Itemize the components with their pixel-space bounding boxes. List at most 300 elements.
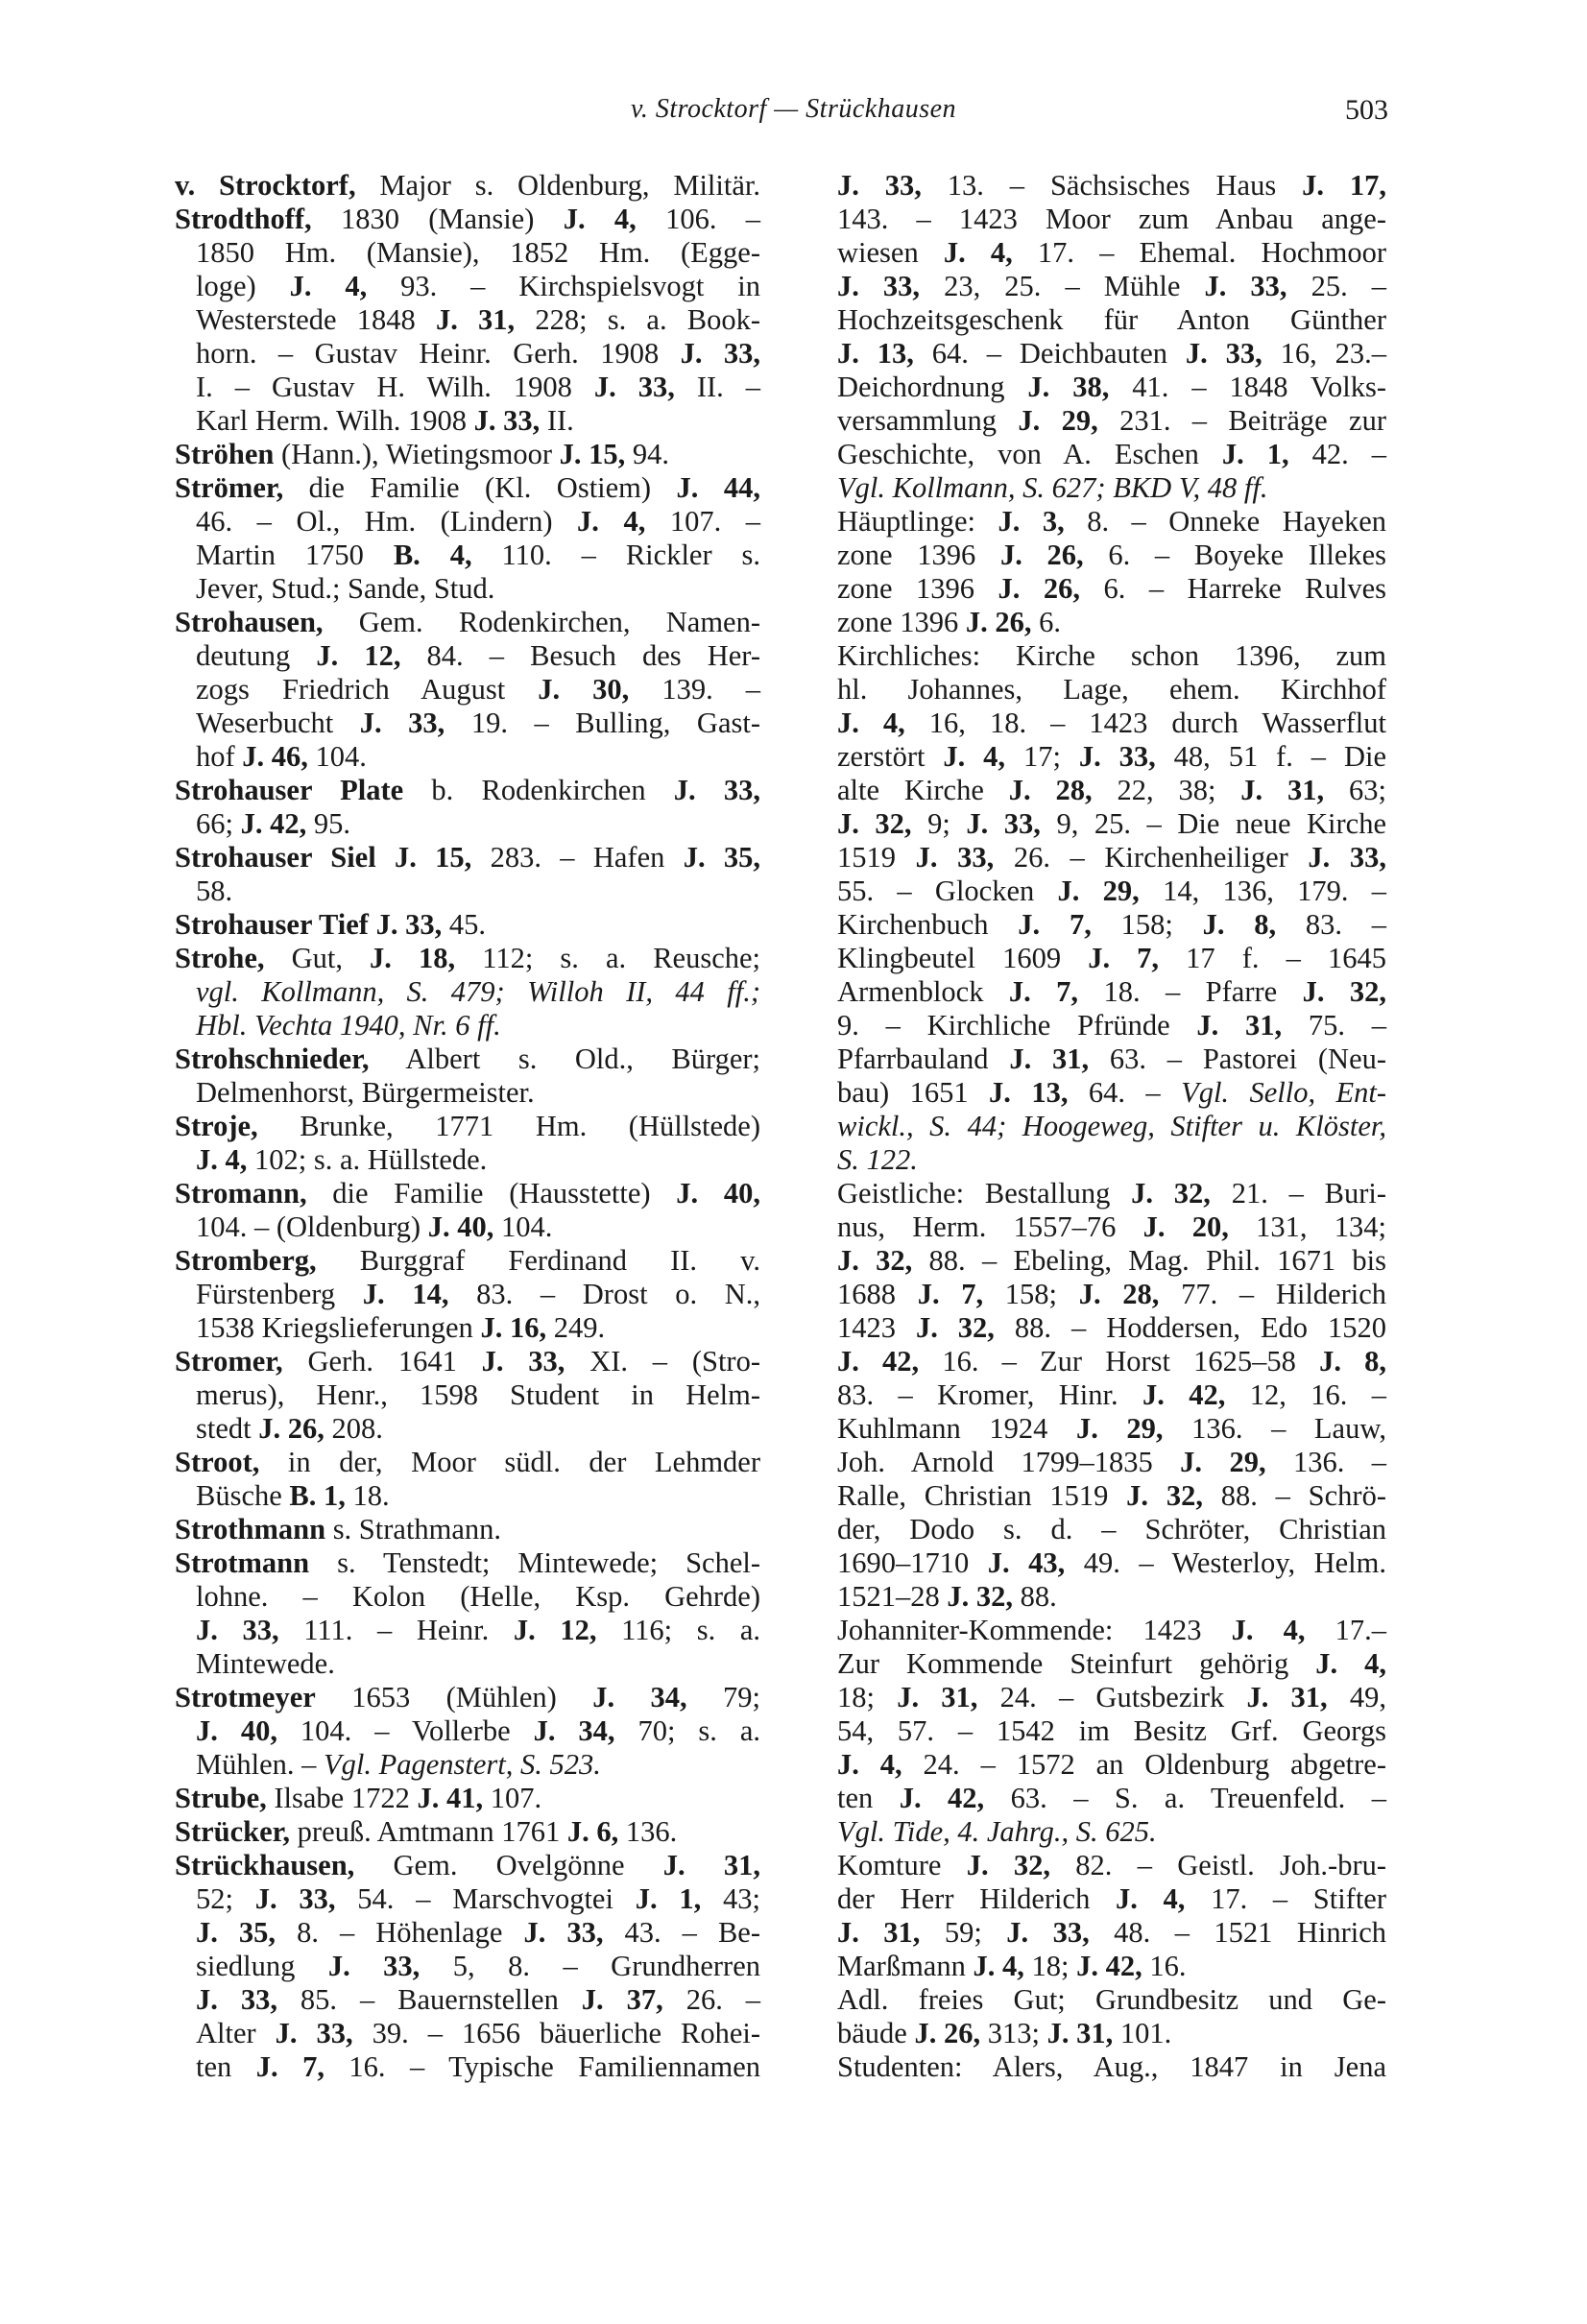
index-text: 85. – Bauernstellen <box>277 1983 582 2016</box>
index-text: 16. <box>1142 1950 1187 1982</box>
index-reference: Strohausen, <box>175 606 324 638</box>
index-reference: J. 40, <box>196 1714 277 1747</box>
index-text: 116; s. a. <box>596 1614 761 1646</box>
index-line <box>837 975 1386 1009</box>
index-text: 46. – Ol., Hm. (Lindern) <box>196 505 578 538</box>
index-text: Komture <box>837 1849 967 1881</box>
index-text: 95. <box>306 807 350 840</box>
index-line <box>175 908 760 942</box>
index-reference: J. 31, <box>1240 774 1325 806</box>
index-text: 43; <box>701 1882 760 1915</box>
index-reference: J. 35, <box>683 841 760 874</box>
index-reference: J. 29, <box>1057 874 1140 907</box>
index-line <box>837 2050 1386 2084</box>
index-line <box>175 1311 760 1345</box>
index-text: die Familie (Kl. Ostiem) <box>283 471 677 504</box>
index-text: 158; <box>1091 908 1203 941</box>
index-text: 9. – Kirchliche Pfründe <box>837 1009 1197 1042</box>
index-citation: Hbl. Vechta 1940, Nr. 6 ff. <box>196 1009 501 1042</box>
index-text: Armenblock <box>837 975 1009 1008</box>
index-line <box>175 1681 760 1714</box>
index-text: (Hann.), Wietingsmoor <box>274 438 560 470</box>
index-reference: J. 33, <box>1078 740 1156 773</box>
index-text: Gerh. 1641 <box>282 1345 482 1378</box>
index-reference: J. 15, <box>395 841 472 874</box>
index-line <box>837 1681 1386 1714</box>
index-text: Ilsabe 1722 <box>266 1782 418 1814</box>
index-line <box>175 1580 760 1614</box>
index-text: lohne. – Kolon (Helle, Ksp. Gehrde) <box>196 1580 760 1613</box>
index-text: 66; <box>196 807 241 840</box>
index-line <box>175 707 760 740</box>
index-reference: J. 8, <box>1202 908 1277 941</box>
index-text: Büsche <box>196 1479 290 1512</box>
index-text: 39. – 1656 bäuerliche Rohei- <box>352 2017 761 2049</box>
index-reference: Strohauser Tief <box>175 908 369 941</box>
index-reference: J. 14, <box>362 1278 449 1310</box>
index-reference: J. 4, <box>837 707 905 739</box>
index-reference: Stroot, <box>175 1446 260 1478</box>
index-reference: J. 32, <box>837 1244 913 1277</box>
index-line <box>175 1076 760 1110</box>
index-line <box>837 404 1386 438</box>
index-text: Albert s. Old., Bürger; <box>369 1042 760 1075</box>
index-text: 1830 (Mansie) <box>311 203 564 235</box>
index-reference: J. 33, <box>837 270 921 302</box>
index-text: 104. – (Oldenburg) <box>196 1210 428 1243</box>
index-text: 17 f. – 1645 <box>1159 942 1386 974</box>
index-line <box>175 673 760 707</box>
index-line <box>175 1815 760 1849</box>
index-text: 63. – S. a. Treuenfeld. – <box>984 1782 1387 1814</box>
index-reference: J. 4, <box>289 270 368 302</box>
index-text: 41. – 1848 Volks- <box>1109 371 1387 403</box>
index-text: Joh. Arnold 1799–1835 <box>837 1446 1181 1478</box>
index-text: 14, 136, 179. – <box>1139 874 1387 907</box>
index-text: 48. – 1521 Hinrich <box>1089 1916 1386 1949</box>
index-line <box>175 1882 760 1916</box>
index-text: 21. – Buri- <box>1210 1177 1386 1210</box>
index-text: zone 1396 <box>837 606 966 638</box>
index-text: Ralle, Christian 1519 <box>837 1479 1127 1512</box>
running-head-title: v. Strocktorf — Strückhausen <box>630 94 957 124</box>
index-text: zerstört <box>837 740 944 773</box>
index-line <box>837 572 1386 606</box>
index-line <box>837 606 1386 639</box>
index-line <box>837 1311 1386 1345</box>
index-line <box>837 505 1386 539</box>
index-reference: J. 32, <box>837 807 912 840</box>
index-line <box>175 539 760 572</box>
index-line <box>837 1076 1386 1110</box>
index-text: 228; s. a. Book- <box>515 303 760 336</box>
index-line <box>175 1849 760 1882</box>
index-text <box>376 841 395 874</box>
page-number: 503 <box>1345 94 1388 126</box>
index-reference: J. 33, <box>481 1345 565 1378</box>
index-reference: J. 31, <box>1009 1042 1090 1075</box>
index-text: 1519 <box>837 841 916 874</box>
index-text: hl. Johannes, Lage, ehem. Kirchhof <box>837 673 1386 706</box>
index-reference: Strohauser Siel <box>175 841 376 874</box>
index-reference: J. 32, <box>1131 1177 1211 1210</box>
index-reference: J. 4, <box>196 1143 248 1176</box>
index-text: stedt <box>196 1412 259 1445</box>
index-reference: J. 41, <box>417 1782 484 1814</box>
index-text: 52; <box>196 1882 255 1915</box>
index-line <box>175 1009 760 1042</box>
index-text: Weserbucht <box>196 707 360 739</box>
index-reference: J. 12, <box>316 639 401 672</box>
index-text: 17. – Ehemal. Hochmoor <box>1012 236 1386 269</box>
index-text: 70; s. a. <box>614 1714 761 1747</box>
index-text: 16. – Typische Familiennamen <box>324 2050 761 2083</box>
index-reference: J. 7, <box>1018 908 1092 941</box>
index-text: siedlung <box>196 1950 328 1982</box>
index-text: Westerstede 1848 <box>196 303 436 336</box>
index-line <box>175 841 760 874</box>
index-citation: Vgl. Tide, 4. Jahrg., S. 625. <box>837 1815 1157 1848</box>
index-reference: J. 4, <box>563 203 637 235</box>
index-text: 1690–1710 <box>837 1546 988 1579</box>
index-text: 17.– <box>1305 1614 1386 1646</box>
index-line <box>175 1042 760 1076</box>
index-line <box>837 639 1386 673</box>
index-text: 1538 Kriegslieferungen <box>196 1311 481 1344</box>
index-text: 8. – Onneke Hayeken <box>1064 505 1386 538</box>
index-text: Deichordnung <box>837 371 1028 403</box>
index-reference: Strohauser Plate <box>175 774 404 806</box>
index-line <box>837 1580 1386 1614</box>
index-text: Mühlen. – <box>196 1748 325 1781</box>
index-text: Karl Herm. Wilh. 1908 <box>196 404 474 437</box>
index-line <box>175 1950 760 1983</box>
index-reference: J. 33, <box>275 2017 353 2049</box>
index-line <box>837 1446 1386 1479</box>
index-line <box>175 1345 760 1378</box>
index-text: 26. – <box>662 1983 761 2016</box>
index-citation: Vgl. Kollmann, S. 627; BKD V, 48 ff. <box>837 471 1268 504</box>
index-text: 64. – <box>1068 1076 1182 1109</box>
index-line <box>175 1244 760 1278</box>
index-text: XI. – (Stro- <box>565 1345 760 1378</box>
index-reference: J. 33, <box>254 1882 336 1915</box>
index-text: 313; <box>980 2017 1047 2049</box>
index-reference: J. 1, <box>1221 438 1289 470</box>
index-line <box>837 1009 1386 1042</box>
index-line <box>175 1647 760 1681</box>
index-text: 12, 16. – <box>1225 1378 1387 1411</box>
index-text: 83. – <box>1276 908 1386 941</box>
index-line <box>837 337 1386 371</box>
index-text: 18. <box>345 1479 390 1512</box>
index-reference: J. 4, <box>943 236 1013 269</box>
index-line <box>175 1782 760 1815</box>
index-reference: J. 40, <box>427 1210 494 1243</box>
index-text: 23, 25. – Mühle <box>920 270 1205 302</box>
index-text: 104. <box>493 1210 553 1243</box>
index-reference: B. 4, <box>393 539 472 571</box>
index-line <box>837 1782 1386 1815</box>
index-line <box>175 1278 760 1311</box>
index-text: wiesen <box>837 236 944 269</box>
index-reference: J. 33, <box>966 807 1041 840</box>
index-reference: J. 30, <box>538 673 630 706</box>
index-text: 82. – Geistl. Joh.-bru- <box>1050 1849 1387 1881</box>
index-text: 5, 8. – Grundherren <box>420 1950 760 1982</box>
index-text: 45. <box>442 908 486 941</box>
index-line <box>837 1412 1386 1446</box>
index-reference: J. 26, <box>998 572 1081 605</box>
index-line <box>837 236 1386 270</box>
index-line <box>837 1849 1386 1882</box>
index-text: 136. – <box>1265 1446 1387 1478</box>
index-line <box>175 404 760 438</box>
index-reference: J. 42, <box>837 1345 920 1378</box>
index-reference: J. 33, <box>593 371 675 403</box>
index-text: 75. – <box>1282 1009 1387 1042</box>
index-line <box>837 203 1386 236</box>
index-citation: vgl. Kollmann, S. 479; Willoh II, 44 ff.; <box>196 975 760 1008</box>
index-text: Gem. Rodenkirchen, Namen- <box>323 606 760 638</box>
index-reference: B. 1, <box>289 1479 346 1512</box>
index-reference: J. 33, <box>473 404 541 437</box>
index-reference: J. 40, <box>676 1177 761 1210</box>
index-text: 106. – <box>636 203 760 235</box>
index-text: I. – Gustav H. Wilh. 1908 <box>196 371 594 403</box>
index-reference: J. 4, <box>577 505 646 538</box>
index-reference: Stromberg, <box>175 1244 317 1277</box>
index-text: 1423 <box>837 1311 916 1344</box>
index-reference: Strohschnieder, <box>175 1042 370 1075</box>
index-text: 17; <box>1005 740 1079 773</box>
index-text: bäude <box>837 2017 915 2049</box>
index-text: 24. – Gutsbezirk <box>977 1681 1247 1713</box>
index-line <box>837 1210 1386 1244</box>
index-reference: J. 31, <box>1246 1681 1328 1713</box>
index-line <box>175 270 760 303</box>
index-line <box>175 1210 760 1244</box>
index-text: 88. <box>1013 1580 1057 1613</box>
index-text: b. Rodenkirchen <box>403 774 674 806</box>
index-text: 83. – Drost o. N., <box>448 1278 760 1310</box>
index-text: 63; <box>1324 774 1387 806</box>
index-text: 49, <box>1327 1681 1387 1713</box>
index-reference: J. 32, <box>1302 975 1387 1008</box>
index-text: 83. – Kromer, Hinr. <box>837 1378 1142 1411</box>
index-line <box>837 438 1386 471</box>
index-reference: J. 33, <box>196 1983 277 2016</box>
index-line <box>837 908 1386 942</box>
index-reference: J. 4, <box>1231 1614 1306 1646</box>
index-text: II. <box>540 404 574 437</box>
index-text: zogs Friedrich August <box>196 673 539 706</box>
index-text: 131, 134; <box>1228 1210 1386 1243</box>
index-reference: Strotmann <box>175 1546 310 1579</box>
index-text: s. Strathmann. <box>325 1513 502 1545</box>
index-text: Kirchenbuch <box>837 908 1019 941</box>
index-line <box>837 1815 1386 1849</box>
index-line <box>175 1378 760 1412</box>
index-reference: J. 42, <box>899 1782 985 1814</box>
index-reference: J. 7, <box>1088 942 1160 974</box>
index-text: 1653 (Mühlen) <box>315 1681 593 1713</box>
index-text: 54. – Marschvogtei <box>335 1882 636 1915</box>
index-reference: Stromann, <box>175 1177 307 1210</box>
index-line <box>837 942 1386 975</box>
index-text: 13. – Sächsisches Haus <box>921 169 1303 202</box>
index-line <box>837 874 1386 908</box>
index-line <box>175 1513 760 1546</box>
index-text: versammlung <box>837 404 1019 437</box>
index-text: 208. <box>324 1412 383 1445</box>
index-text: Klingbeutel 1609 <box>837 942 1089 974</box>
index-reference: Strohe, <box>175 942 265 974</box>
index-line <box>175 1983 760 2017</box>
index-text: 77. – Hilderich <box>1159 1278 1387 1310</box>
index-reference: J. 42, <box>1076 1950 1142 1982</box>
index-text: nus, Herm. 1557–76 <box>837 1210 1143 1243</box>
index-text: 26. – Kirchenheiliger <box>994 841 1309 874</box>
index-line <box>837 303 1386 337</box>
index-text: 104. – Vollerbe <box>277 1714 534 1747</box>
index-reference: J. 33, <box>196 1614 279 1646</box>
index-reference: J. 44, <box>676 471 760 504</box>
index-line <box>175 438 760 471</box>
index-line <box>175 1412 760 1446</box>
index-reference: J. 33, <box>327 1950 421 1982</box>
index-line <box>837 1244 1386 1278</box>
index-reference: J. 31, <box>662 1849 760 1881</box>
index-text: 16, 23.– <box>1262 337 1386 370</box>
index-reference: J. 8, <box>1319 1345 1387 1378</box>
index-reference: J. 32, <box>1126 1479 1203 1512</box>
index-reference: J. 33, <box>1204 270 1287 302</box>
index-line <box>837 471 1386 505</box>
index-reference: J. 13, <box>837 337 914 370</box>
index-text: Geschichte, von A. Eschen <box>837 438 1222 470</box>
index-line <box>837 1143 1386 1177</box>
index-reference: J. 26, <box>258 1412 325 1445</box>
index-text: alte Kirche <box>837 774 1009 806</box>
index-line <box>175 303 760 337</box>
index-text: 84. – Besuch des Her- <box>400 639 760 672</box>
index-text: Kuhlmann 1924 <box>837 1412 1076 1445</box>
index-text: Fürstenberg <box>196 1278 363 1310</box>
index-line <box>837 1513 1386 1546</box>
index-line <box>175 1614 760 1647</box>
index-line <box>175 639 760 673</box>
index-line <box>175 203 760 236</box>
index-reference: J. 29, <box>1018 404 1098 437</box>
index-text: 59; <box>920 1916 1007 1949</box>
index-line <box>175 572 760 606</box>
index-text: 94. <box>625 438 669 470</box>
index-text: Delmenhorst, Bürgermeister. <box>196 1076 535 1109</box>
index-line <box>837 1647 1386 1681</box>
index-text: 88. – Schrö- <box>1202 1479 1386 1512</box>
index-text: 49. – Westerloy, Helm. <box>1065 1546 1386 1579</box>
index-reference: J. 43, <box>987 1546 1066 1579</box>
index-line <box>837 1950 1386 1983</box>
index-text: Häuptlinge: <box>837 505 998 538</box>
index-reference: J. 33, <box>1006 1916 1090 1949</box>
index-reference: J. 38, <box>1027 371 1110 403</box>
index-text: 111. – Heinr. <box>278 1614 514 1646</box>
index-reference: Strothmann <box>175 1513 326 1545</box>
index-reference: J. 4, <box>973 1950 1024 1982</box>
index-reference: J. 31, <box>1196 1009 1283 1042</box>
index-reference: J. 33, <box>837 169 922 202</box>
index-reference: J. 26, <box>999 539 1084 571</box>
index-line <box>837 1345 1386 1378</box>
index-line <box>175 169 760 203</box>
index-text: 54, 57. – 1542 im Besitz Grf. Georgs <box>837 1714 1386 1747</box>
index-text: 18; <box>1023 1950 1077 1982</box>
index-text: Marßmann <box>837 1950 974 1982</box>
index-reference: J. 32, <box>915 1311 995 1344</box>
index-reference: J. 4, <box>837 1748 902 1781</box>
index-text: 283. – Hafen <box>471 841 684 874</box>
index-reference: J. 33, <box>359 707 445 739</box>
index-text: 63. – Pastorei (Neu- <box>1089 1042 1387 1075</box>
index-line <box>175 774 760 807</box>
index-reference: v. Strocktorf, <box>175 169 356 202</box>
index-reference: Stroje, <box>175 1110 258 1142</box>
index-line <box>837 1378 1386 1412</box>
index-text: Alter <box>196 2017 276 2049</box>
index-line <box>837 774 1386 807</box>
index-reference: Strücker, <box>175 1815 291 1848</box>
index-line <box>175 1546 760 1580</box>
index-text: 79; <box>686 1681 760 1713</box>
running-head <box>0 94 1587 132</box>
index-reference: J. 13, <box>989 1076 1069 1109</box>
index-line <box>175 807 760 841</box>
index-reference: J. 29, <box>1180 1446 1266 1478</box>
index-text: Zur Kommende Steinfurt gehörig <box>837 1647 1316 1680</box>
index-line <box>175 505 760 539</box>
index-reference: J. 33, <box>673 774 760 806</box>
index-line <box>837 1916 1386 1950</box>
index-text: 48, 51 f. – Die <box>1155 740 1387 773</box>
index-line <box>837 1479 1386 1513</box>
index-text: 25. – <box>1286 270 1387 302</box>
index-text: 1521–28 <box>837 1580 948 1613</box>
index-reference: J. 18, <box>370 942 456 974</box>
index-line <box>837 1110 1386 1143</box>
index-text: Gem. Ovelgönne <box>354 1849 663 1881</box>
index-reference: J. 7, <box>1008 975 1079 1008</box>
index-text: 158; <box>983 1278 1079 1310</box>
index-line <box>837 539 1386 572</box>
index-line <box>837 1748 1386 1782</box>
index-line <box>837 740 1386 774</box>
index-text: merus), Henr., 1598 Student in Helm- <box>196 1378 760 1411</box>
index-text: die Familie (Hausstette) <box>306 1177 677 1210</box>
index-text: 136. – Lauw, <box>1163 1412 1387 1445</box>
index-reference: J. 33, <box>1185 337 1262 370</box>
index-reference: Ströhen <box>175 438 275 470</box>
index-reference: J. 35, <box>196 1916 277 1949</box>
index-line <box>837 1882 1386 1916</box>
index-text: 107. <box>483 1782 542 1814</box>
index-reference: J. 33, <box>915 841 995 874</box>
index-text: horn. – Gustav Heinr. Gerh. 1908 <box>196 337 681 370</box>
index-line <box>837 371 1386 404</box>
index-text: II. – <box>674 371 760 403</box>
index-text: 18; <box>837 1681 898 1713</box>
